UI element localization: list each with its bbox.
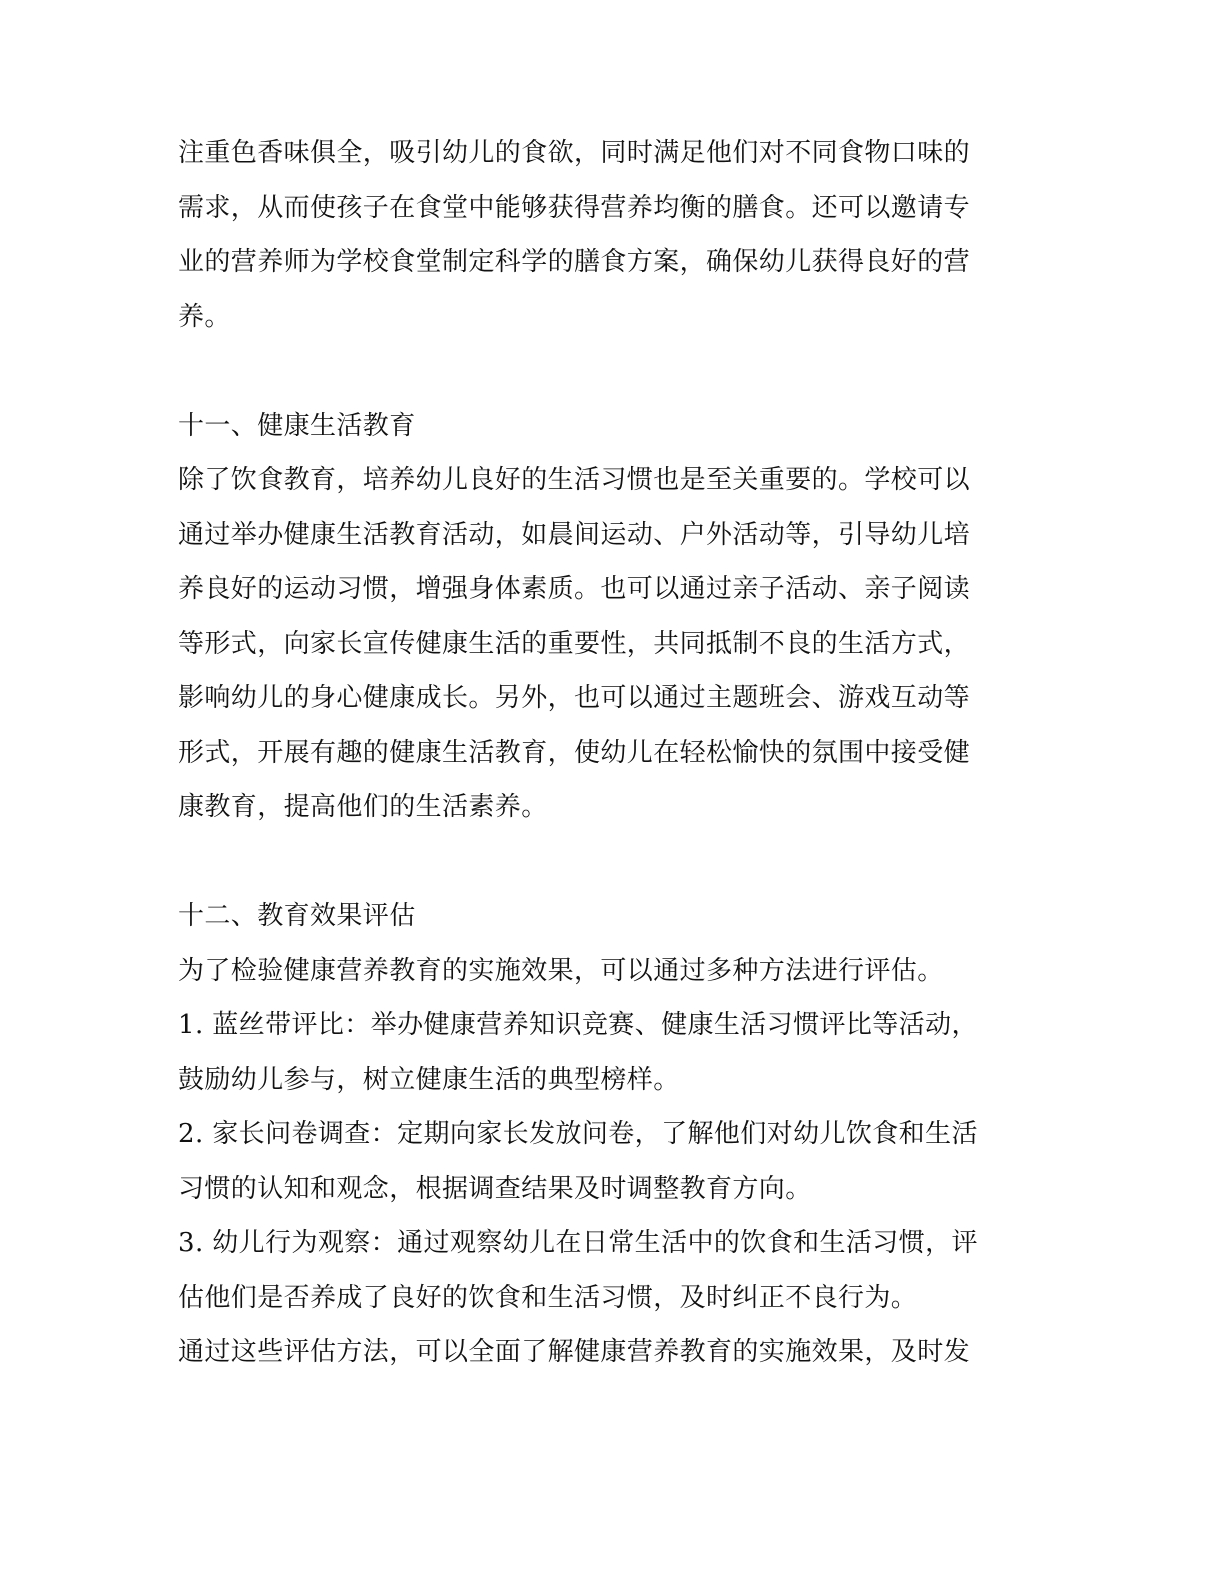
section-heading: 十二、教育效果评估 bbox=[178, 901, 416, 931]
list-item: 1. 蓝丝带评比：举办健康营养知识竞赛、健康生活习惯评比等活动， bbox=[178, 1010, 978, 1040]
list-item: 2. 家长问卷调查：定期向家长发放问卷，了解他们对幼儿饮食和生活 bbox=[178, 1119, 978, 1149]
paragraph-line: 养。 bbox=[178, 301, 231, 332]
paragraph-spacer bbox=[178, 344, 1018, 399]
paragraph-line: 通过这些评估方法，可以全面了解健康营养教育的实施效果，及时发 bbox=[178, 1337, 971, 1367]
section-heading: 十一、健康生活教育 bbox=[178, 410, 416, 441]
paragraph-spacer bbox=[178, 835, 1018, 890]
list-item: 3. 幼儿行为观察：通过观察幼儿在日常生活中的饮食和生活习惯，评 bbox=[178, 1228, 978, 1258]
paragraph-line: 注重色香味俱全，吸引幼儿的食欲，同时满足他们对不同食物口味的 bbox=[178, 138, 971, 168]
list-item-continuation: 鼓励幼儿参与，树立健康生活的典型榜样。 bbox=[178, 1064, 680, 1095]
paragraph-line: 形式，开展有趣的健康生活教育，使幼儿在轻松愉快的氛围中接受健 bbox=[178, 737, 971, 768]
paragraph-line: 康教育，提高他们的生活素养。 bbox=[178, 792, 548, 822]
paragraph-line: 影响幼儿的身心健康成长。另外，也可以通过主题班会、游戏互动等 bbox=[178, 683, 971, 713]
paragraph-line: 除了饮食教育，培养幼儿良好的生活习惯也是至关重要的。学校可以 bbox=[178, 465, 971, 495]
paragraph-line: 为了检验健康营养教育的实施效果，可以通过多种方法进行评估。 bbox=[178, 955, 944, 986]
paragraph-line: 业的营养师为学校食堂制定科学的膳食方案，确保幼儿获得良好的营 bbox=[178, 247, 971, 277]
paragraph-line: 需求，从而使孩子在食堂中能够获得营养均衡的膳食。还可以邀请专 bbox=[178, 192, 971, 223]
paragraph-line: 等形式，向家长宣传健康生活的重要性，共同抵制不良的生活方式， bbox=[178, 628, 971, 659]
document-page bbox=[178, 126, 1018, 1380]
paragraph-line: 养良好的运动习惯，增强身体素质。也可以通过亲子活动、亲子阅读 bbox=[178, 574, 971, 604]
list-item-continuation: 估他们是否养成了良好的饮食和生活习惯，及时纠正不良行为。 bbox=[178, 1282, 918, 1313]
paragraph-line: 通过举办健康生活教育活动，如晨间运动、户外活动等，引导幼儿培 bbox=[178, 519, 971, 550]
list-item-continuation: 习惯的认知和观念，根据调查结果及时调整教育方向。 bbox=[178, 1173, 812, 1204]
